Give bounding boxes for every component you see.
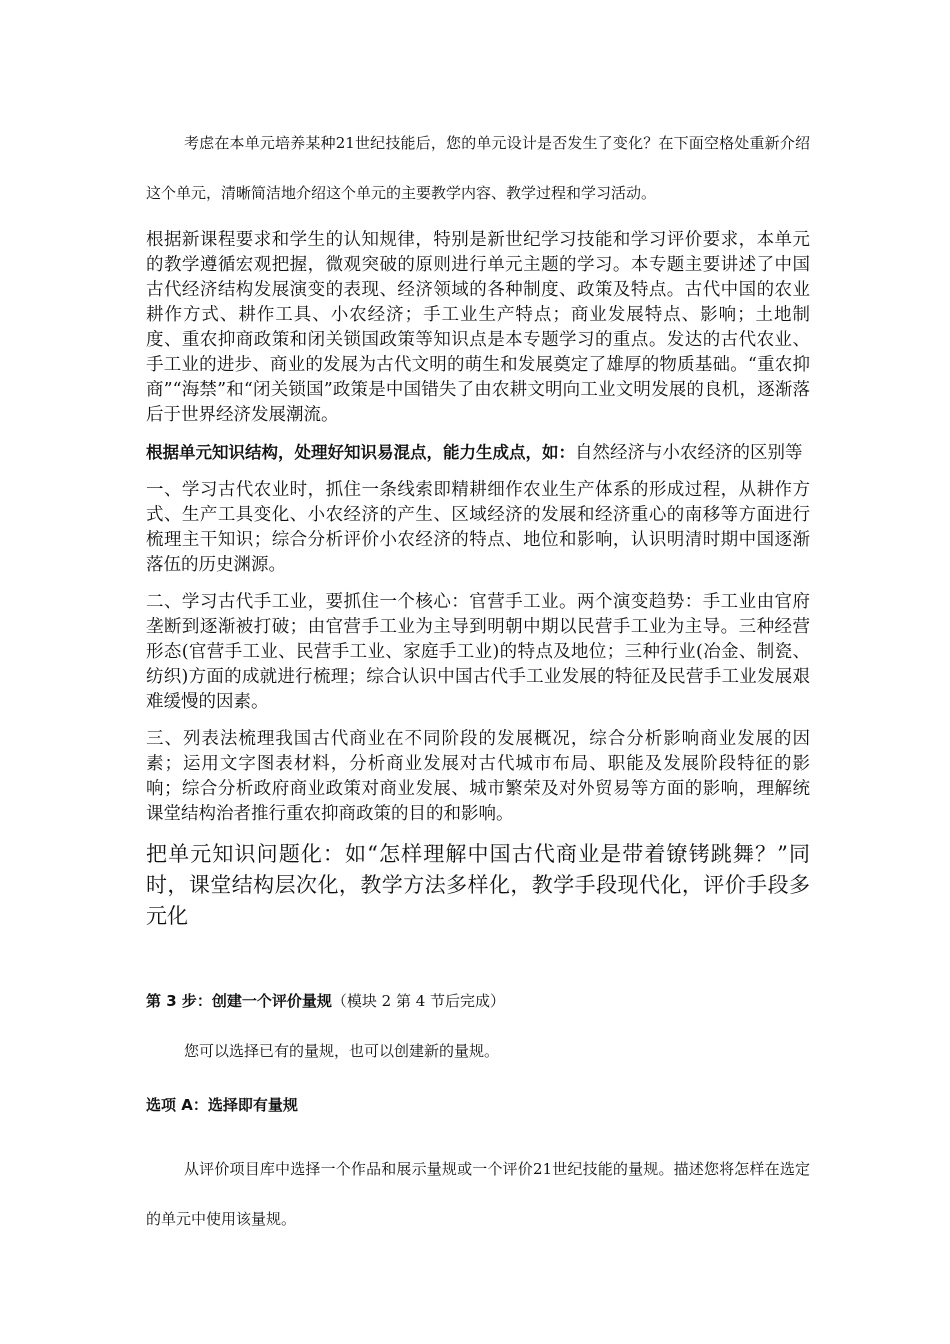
paragraph-overview: 根据新课程要求和学生的认知规律，特别是新世纪学习技能和学习评价要求，本单元的教学遵循宏观把握，微观突破的原则进行单元主题的学习。本专题主要讲述了中国古代经济结构发展演变的表现、经济领域的各种制度、政策及特点。古代中国的农业耕作方式、耕作工具、小农经济；手工业生产特点；商业发展特点、影响；土地制度、重农抑商政策和闭关锁国政策等知识点是本专题学习的重点。发达的古代农业、手工业的进步、商业的发展为古代文明的萌生和发展奠定了雄厚的物质基础。“重农抑商”“海禁”和“闭关锁国”政策是中国错失了由农耕文明向工业文明发展的良机，逐渐落后于世界经济发展潮流。	[146, 230, 810, 425]
option-a-description: 从评价项目库中选择一个作品和展示量规或一个评价21世纪技能的量规。描述您将怎样在选定的单元中使用该量规。	[146, 1160, 810, 1228]
paragraph-handicraft: 二、学习古代手工业，要抓住一个核心：官营手工业。两个演变趋势：手工业由官府垄断到逐渐被打破；由官营手工业为主导到明朝中期以民营手工业为主导。三种经营形态(官营手工业、民营手工业、家庭手工业)的特点及地位；三种行业(冶金、制瓷、纺织)方面的成就进行梳理；综合认识中国古代手工业发展的特征及民营手工业发展艰难缓慢的因素。	[146, 592, 810, 712]
paragraph-knowledge-structure	[146, 440, 810, 466]
intro-paragraph: 考虑在本单元培养某种21世纪技能后，您的单元设计是否发生了变化？在下面空格处重新介绍这个单元，清晰简洁地介绍这个单元的主要教学内容、教学过程和学习活动。	[146, 134, 810, 202]
paragraph-problem-based: 把单元知识问题化：如“怎样理解中国古代商业是带着镣铐跳舞？”同时，课堂结构层次化，教学方法多样化，教学手段现代化，评价手段多元化	[146, 842, 810, 928]
step3-heading	[146, 990, 810, 1012]
rubric-choice-text: 您可以选择已有的量规，也可以创建新的量规。	[184, 1042, 500, 1060]
knowledge-structure-lead: 根据单元知识结构，处理好知识易混点，能力生成点，如：	[146, 443, 575, 462]
unit-description	[146, 228, 810, 932]
option-a-heading: 选项 A：选择即有量规	[146, 1096, 298, 1114]
paragraph-commerce: 三、列表法梳理我国古代商业在不同阶段的发展概况，综合分析影响商业发展的因素；运用文字图表材料，分析商业发展对古代城市布局、职能及发展阶段特征的影响；综合分析政府商业政策对商业发展、城市繁荣及对外贸易等方面的影响，理解统课堂结构治者推行重农抑商政策的目的和影响。	[146, 729, 810, 824]
knowledge-structure-rest: 自然经济与小农经济的区别等	[575, 443, 803, 463]
document-page	[146, 118, 810, 1259]
step3-note: （模块 2 第 4 节后完成）	[331, 992, 506, 1010]
paragraph-agriculture: 一、学习古代农业时，抓住一条线索即精耕细作农业生产体系的形成过程，从耕作方式、生产工具变化、小农经济的产生、区域经济的发展和经济重心的南移等方面进行梳理主干知识；综合分析评价小农经济的特点、地位和影响，认识明清时期中国逐渐落伍的历史渊源。	[146, 480, 810, 575]
step3-title: 第 3 步：创建一个评价量规	[146, 992, 332, 1010]
